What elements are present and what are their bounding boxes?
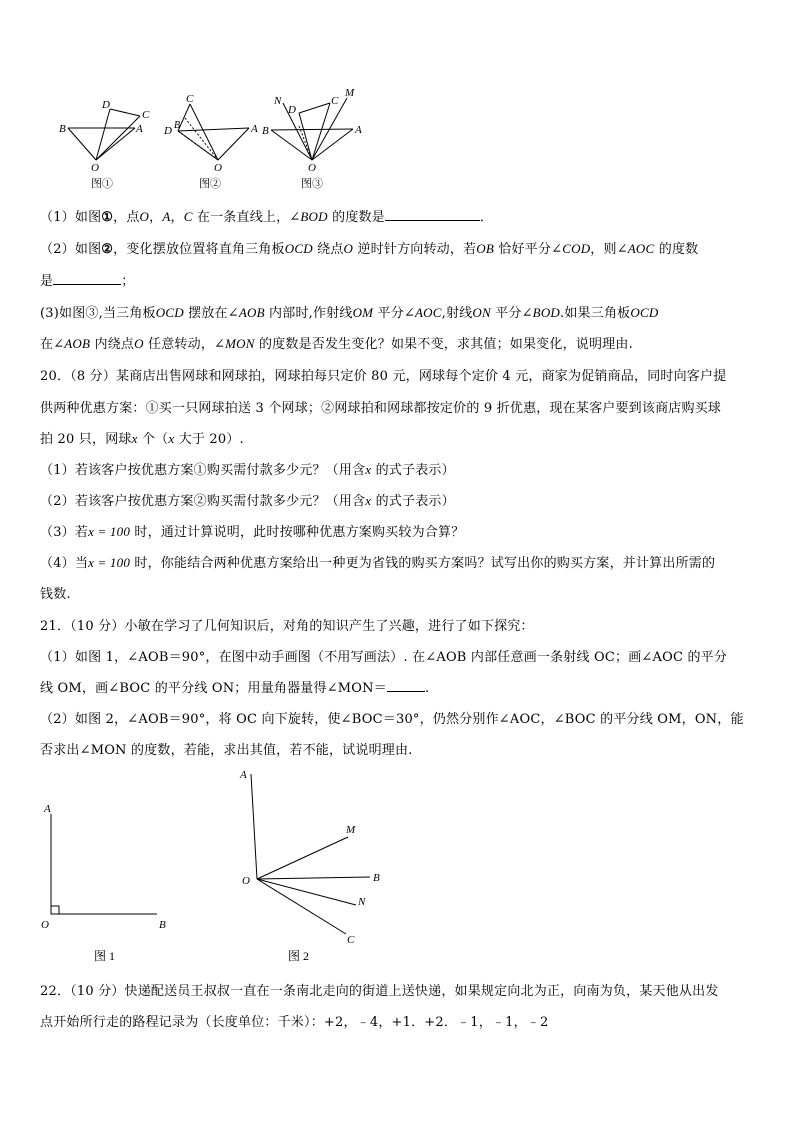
fig3-line-ao (312, 129, 353, 160)
fig2-caption: 图② (199, 178, 221, 190)
fig1-line-co (96, 116, 140, 160)
fig3-label-a: A (355, 124, 362, 136)
fig1-label-c: C (142, 109, 150, 121)
fig1-caption: 图① (91, 178, 113, 190)
fig3-label-d: D (288, 104, 296, 116)
figure-b2 (251, 774, 370, 934)
q22-line-2: 点开始所行走的路程记录为（长度单位：千米）：+2，﹣4，+1．+2．﹣1，﹣1，﹣2 (40, 1015, 549, 1030)
fig2-label-a: A (251, 123, 258, 135)
figb1-label-o: O (41, 919, 49, 931)
figb1-label-a: A (44, 803, 51, 815)
fig1-label-o: O (91, 162, 99, 174)
figb2-ray-on (257, 879, 356, 905)
fig3-label-n: N (274, 95, 282, 107)
q20-line-3: 拍 20 只，网球x 个（x 大于 20）. (40, 431, 244, 447)
figures-bottom (0, 760, 794, 980)
figb2-ray-oa (251, 774, 257, 879)
figb2-label-b: B (373, 872, 380, 884)
q19-part3: (3)如图③,当三角板OCD 摆放在∠AOB 内部时,作射线OM 平分∠AOC,射线ON 平分∠BOD.如果三角板OCD (40, 305, 659, 321)
fig2-label-d: D (164, 125, 172, 137)
fig3-line-co (312, 103, 330, 160)
figb2-label-n: N (358, 896, 366, 908)
fig3-label-c: C (331, 95, 339, 107)
figb2-ray-om (257, 837, 348, 879)
fig3-caption: 图③ (301, 178, 323, 190)
fig2-label-b: B (174, 120, 181, 131)
q21-part2-cont: 否求出∠MON 的度数，若能，求出其值，若不能，试说明理由. (40, 743, 413, 758)
q21-part1-cont: 线 OM，画∠BOC 的平分线 ON；用量角器量得∠MON＝ . (40, 681, 430, 696)
q20-sub-4: （4）当x = 100 时，你能结合两种优惠方案给出一种更为省钱的购买方案吗？试写出你的购买方案，并计算出所需的 (40, 555, 716, 571)
fig1-label-a: A (136, 123, 143, 135)
figb2-label-a: A (240, 769, 247, 781)
figure-b1 (51, 814, 157, 914)
fig3-label-b: B (262, 125, 269, 137)
figb2-label-m: M (346, 824, 356, 836)
fig2-label-c: C (186, 93, 194, 105)
figure-3 (271, 98, 353, 160)
q19-part1: （1）如图①，点O，A，C 在一条直线上，∠BOD 的度数是 ． (40, 209, 494, 225)
fig3-label-m: M (345, 87, 355, 99)
fig1-line-ao (96, 128, 135, 160)
q22-line-1: 22．（10 分）快递配送员王叔叔一直在一条南北走向的街道上送快递，如果规定向北为正，向南为负，某天他从出发 (40, 984, 719, 999)
answer-blank-2[interactable] (53, 272, 121, 285)
q21-part1: （1）如图 1，∠AOB＝90°，在图中动手画图（不用写画法）. 在∠AOB 内部任意画一条射线 OC；画∠AOC 的平分 (40, 650, 728, 665)
q20-sub-1: （1）若该客户按优惠方案①购买需付款多少元？（用含x 的式子表示） (40, 462, 455, 478)
fig2-line-ba (178, 128, 249, 131)
q20-sub-4-cont: 钱数. (40, 587, 71, 602)
fig3-line-od (299, 113, 312, 160)
q20-line-2: 供两种优惠方案：①买一只网球拍送 3 个网球；②网球拍和网球都按定价的 9 折优惠，现在某客户要到该商店购买球 (40, 401, 722, 416)
q21-part2: （2）如图 2，∠AOB＝90°，将 OC 向下旋转，使∠BOC＝30°，仍然分别作∠AOC，∠BOC 的平分线 OM，ON，能 (40, 712, 744, 727)
figb2-label-o: O (242, 875, 250, 887)
q19-part3-cont: 在∠AOB 内绕点O 任意转动，∠MON 的度数是否发生变化？如果不变，求其值；如果变化，说明理由. (40, 336, 633, 352)
fig2-line-dashed (185, 118, 218, 160)
figb2-caption: 图 2 (288, 949, 310, 963)
answer-blank-3[interactable] (387, 679, 425, 692)
q20-sub-3: （3）若x = 100 时，通过计算说明，此时按哪种优惠方案购买较为合算？ (40, 524, 465, 540)
fig3-line-ba (271, 129, 353, 130)
q20-sub-2: （2）若该客户按优惠方案②购买需付款多少元？（用含x 的式子表示） (40, 493, 455, 509)
answer-blank-1[interactable] (385, 208, 480, 221)
fig2-line-ao (218, 128, 249, 160)
figure-1 (68, 109, 140, 160)
q19-part2-cont: 是 ； (40, 274, 135, 289)
fig1-line-bo (68, 128, 96, 160)
fig1-label-b: B (59, 123, 66, 135)
fig2-label-o: O (214, 162, 222, 174)
fig3-label-o: O (308, 162, 316, 174)
figure-2 (178, 104, 249, 160)
fig1-label-d: D (102, 99, 110, 111)
figb2-ray-ob (257, 877, 370, 879)
figb2-label-c: C (347, 934, 355, 946)
figb1-right-angle-mark (51, 906, 59, 914)
figb1-caption: 图 1 (94, 949, 116, 963)
q21-line-1: 21．（10 分）小敏在学习了几何知识后，对角的知识产生了兴趣，进行了如下探究： (40, 619, 534, 634)
figb2-ray-oc (257, 879, 346, 934)
figb1-label-b: B (159, 919, 166, 931)
q19-part2: （2）如图②，变化摆放位置将直角三角板OCD 绕点O 逆时针方向转动，若OB 恰好平分∠COD，则∠AOC 的度数 (40, 241, 699, 257)
fig1-line-dc (110, 109, 140, 116)
q20-line-1: 20．（8 分）某商店出售网球和网球拍，网球拍每只定价 80 元，网球每个定价 4 元，商家为促销商品，同时向客户提 (40, 369, 727, 384)
fig3-line-dc (299, 103, 330, 113)
fig2-line-co (190, 104, 218, 160)
figures-top (0, 0, 794, 200)
